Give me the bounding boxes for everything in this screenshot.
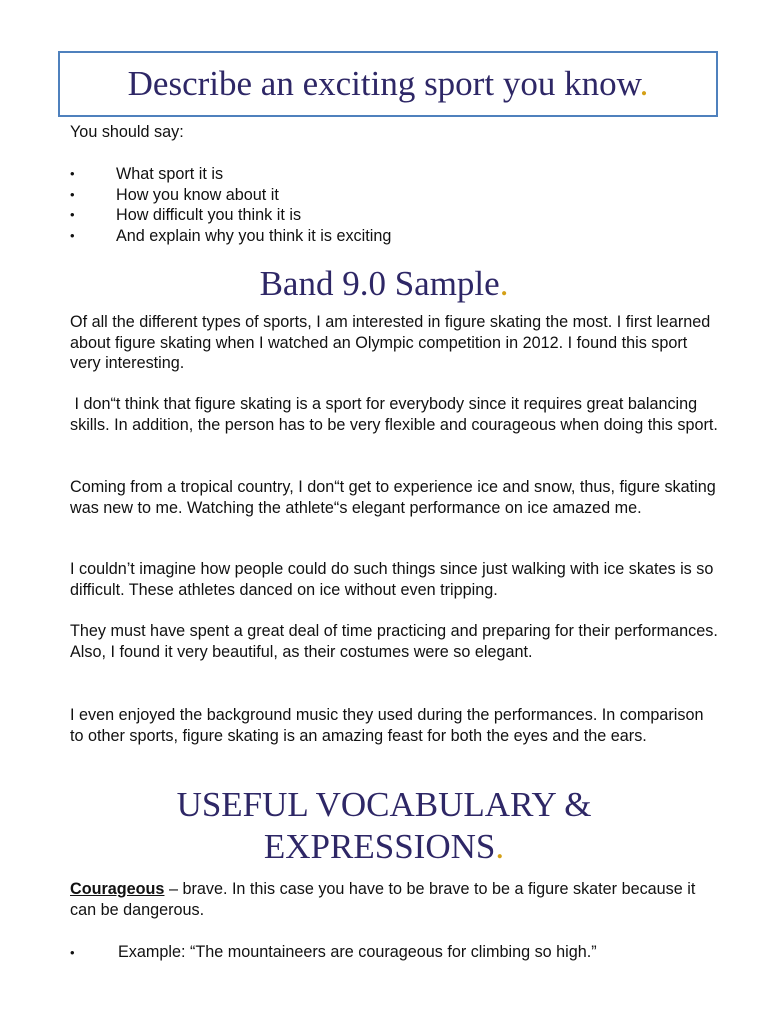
page-title <box>128 64 649 104</box>
vocabulary-heading-line-2-text: EXPRESSIONS <box>263 827 496 866</box>
title-box <box>58 51 718 117</box>
list-item <box>70 205 391 226</box>
vocabulary-definition: – brave. In this case you have to be brave to be a figure skater because it can be dangerous. <box>70 880 696 919</box>
example-text: Example: “The mountaineers are courageous for climbing so high.” <box>118 943 597 961</box>
bullet-icon: • <box>70 227 75 243</box>
sample-paragraph-2: I don“t think that figure skating is a sport for everybody since it requires great balancing skills. In addition, the person has to be very flexible and courageous when doing this sport. <box>70 395 718 434</box>
sample-heading-text: Band 9.0 Sample <box>259 264 500 303</box>
prompt-list <box>70 164 391 246</box>
list-item <box>70 164 391 185</box>
sample-paragraph-3: Coming from a tropical country, I don“t get to experience ice and snow, thus, figure skating was new to me. Watching the athlete“s elegant performance on ice amazed me. <box>70 478 716 517</box>
example-item <box>70 942 597 964</box>
title-period: . <box>639 64 649 103</box>
vocabulary-heading-line-2 <box>0 826 768 868</box>
sample-heading-period: . <box>499 264 509 303</box>
vocabulary-term: Courageous <box>70 880 165 898</box>
vocabulary-heading-period: . <box>495 827 505 866</box>
list-item-text: How difficult you think it is <box>116 206 302 224</box>
sample-paragraph-5: They must have spent a great deal of time practicing and preparing for their performances. Also, I found it very beautiful, as their costumes were so elegant. <box>70 622 718 661</box>
bullet-icon: • <box>70 186 75 202</box>
bullet-icon: • <box>70 945 75 960</box>
list-item-text: What sport it is <box>116 165 224 183</box>
sample-heading <box>0 264 768 304</box>
list-item-text: And explain why you think it is exciting <box>116 226 392 245</box>
sample-paragraph-1: Of all the different types of sports, I am interested in figure skating the most. I first learned about figure skating when I watched an Olympic competition in 2012. I found this sport very interesting. <box>70 313 711 372</box>
list-item <box>70 226 391 247</box>
bullet-icon: • <box>70 166 75 181</box>
bullet-icon: • <box>70 207 75 222</box>
sample-paragraph-6: I even enjoyed the background music they used during the performances. In comparison to other sports, figure skating is an amazing feast for both the eyes and the ears. <box>70 706 704 745</box>
list-item-text: How you know about it <box>116 185 279 204</box>
list-item <box>70 185 391 206</box>
prompt-intro: You should say: <box>70 123 184 141</box>
vocabulary-entry <box>70 879 720 920</box>
vocabulary-heading <box>0 784 768 868</box>
vocabulary-heading-line-1: USEFUL VOCABULARY & <box>176 785 592 824</box>
page-title-text: Describe an exciting sport you know <box>127 64 640 103</box>
sample-paragraph-4: I couldn’t imagine how people could do such things since just walking with ice skates is so difficult. These athletes danced on ice without even tripping. <box>70 560 714 599</box>
